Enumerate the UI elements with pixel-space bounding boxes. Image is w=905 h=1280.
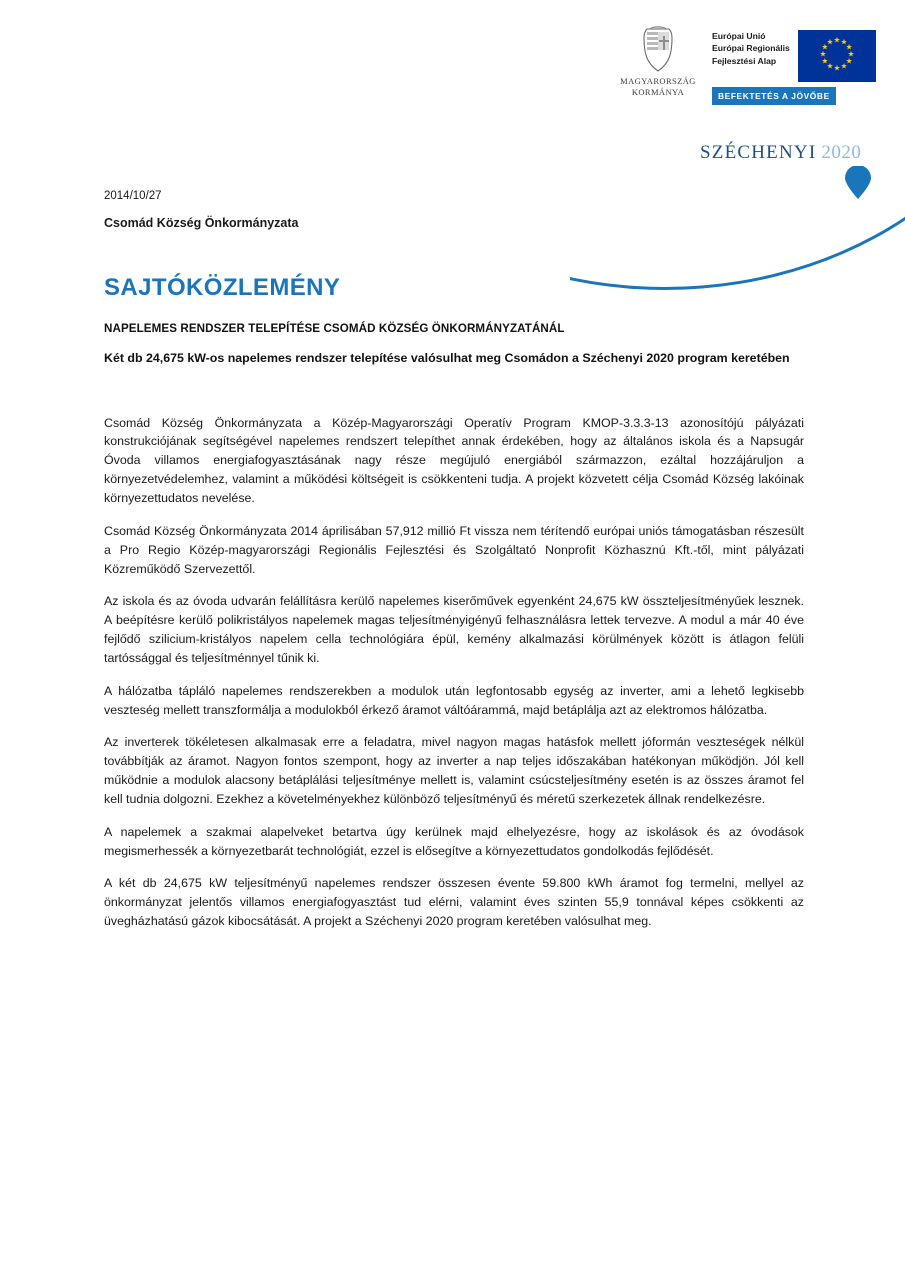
header-logos [608,24,878,134]
document-body [104,190,804,931]
paragraph: Az inverterek tökéletesen alkalmasak erre a feladatra, mivel nagyon magas hatásfok mellett jóformán veszteségek nélkül továbbítják az áramot. Nagyon fontos szempont, hogy az inverter a nap teljes időszakában hatékonyan működjön. Jól kell működnie a modulok alacsony betáplálási teljesítménye mellett is, valamint csúcsteljesítmény esetén is az összes áramot fel kell tudnia dolgozni. Ezekhez a követelményekhez különböző teljesítményű és méretű szerkezetek állnak rendelkezésre. [104,735,804,806]
paragraph: A két db 24,675 kW teljesítményű napelemes rendszer összesen évente 59.800 kWh áramot fog termelni, mellyel az önkormányzat jelentős villamos energiafogyasztást tud elérni, valamint éves szinten 55,9 tonnával képes csökkenti az üvegházhatású gázok kibocsátását. A projekt a Széchenyi 2020 program keretében valósulhat meg. [104,876,804,929]
paragraph: A napelemek a szakmai alapelveket betartva úgy kerülnek majd elhelyezésre, hogy az iskolások és az óvodások megismerhessék a környezetbarát technológiát, ezzel is elősegítve a környezettudatos gondolkodás fejlődését. [104,824,804,858]
szechenyi-word: SZÉCHENYI [700,142,817,163]
paragraph: A hálózatba tápláló napelemes rendszerekben a modulok után legfontosabb egység az inverter, ami a lehető legkisebb veszteség mellett transzformálja a modulokból érkező áramot váltóárammá, majd betáplálja azt az elektromos hálózatba. [104,683,804,717]
paragraph: Az iskola és az óvoda udvarán felállításra kerülő napelemes kiserőművek egyenként 24,675 kW összteljesítményűek lesznek. A beépítésre kerülő polikristályos napelemek magas teljesítményigényű felhasználásra lettek tervezve. A modul a már 40 éve fejlődő szilicium-kristályos napelem cella technológiára épül, kemény alkalmazási körülmények között is átlagon felüli tartóssággal és teljesítménnyel tűnik ki. [104,594,804,665]
szechenyi-year: 2020 [821,142,862,163]
eu-flag-icon [798,30,876,82]
crest-caption-line1: MAGYARORSZÁG [620,76,696,86]
page-title: SAJTÓKÖZLEMÉNY [104,274,341,301]
eu-line-2: Európai Regionális [712,43,790,54]
eu-line-1: Európai Unió [712,31,766,41]
paragraph: Csomád Község Önkormányzata a Közép-Magyarországi Operatív Program KMOP-3.3.3-13 azonosítójú pályázati konstrukciójának segítségével napelemes rendszert telepíthet annak érdekében, hogy az általános iskola és a Napsugár Óvoda villamos energiafogyasztásának nagy része megújuló energiából származzon, ezáltal hozzájáruljon a környezetvédelemhez, valamint a működési költségeit is csökkenteni tudja. A projekt közvetett célja Csomád Község lakóinak környezettudatos nevelése. [104,415,804,505]
organization-name: Csomád Község Önkormányzata [104,216,299,230]
paragraph: Csomád Község Önkormányzata 2014 áprilisában 57,912 millió Ft vissza nem térítendő európai uniós támogatásban részesült a Pro Regio Közép-magyarországi Regionális Fejlesztési és Szolgáltató Nonprofit Közhasznú Kft.-től, mint pályázati Közreműködő Szervezettől. [104,523,804,576]
publish-date: 2014/10/27 [104,190,162,202]
document-lead: Két db 24,675 kW-os napelemes rendszer telepítése valósulhat meg Csomádon a Széchenyi 2020 program keretében [104,351,790,365]
document-subtitle: NAPELEMES RENDSZER TELEPÍTÉSE CSOMÁD KÖZSÉG ÖNKORMÁNYZATÁNÁL [104,322,565,335]
eu-ribbon-label: BEFEKTETÉS A JÖVŐBE [712,87,836,105]
coat-of-arms-icon [641,26,675,72]
eu-fund-text [712,30,790,67]
eu-logo-block [712,30,888,105]
map-pin-icon [843,166,873,200]
hungary-government-logo [608,26,708,97]
crest-caption [608,76,708,97]
eu-line-3: Fejlesztési Alap [712,55,777,66]
crest-caption-line2: KORMÁNYA [631,86,685,97]
